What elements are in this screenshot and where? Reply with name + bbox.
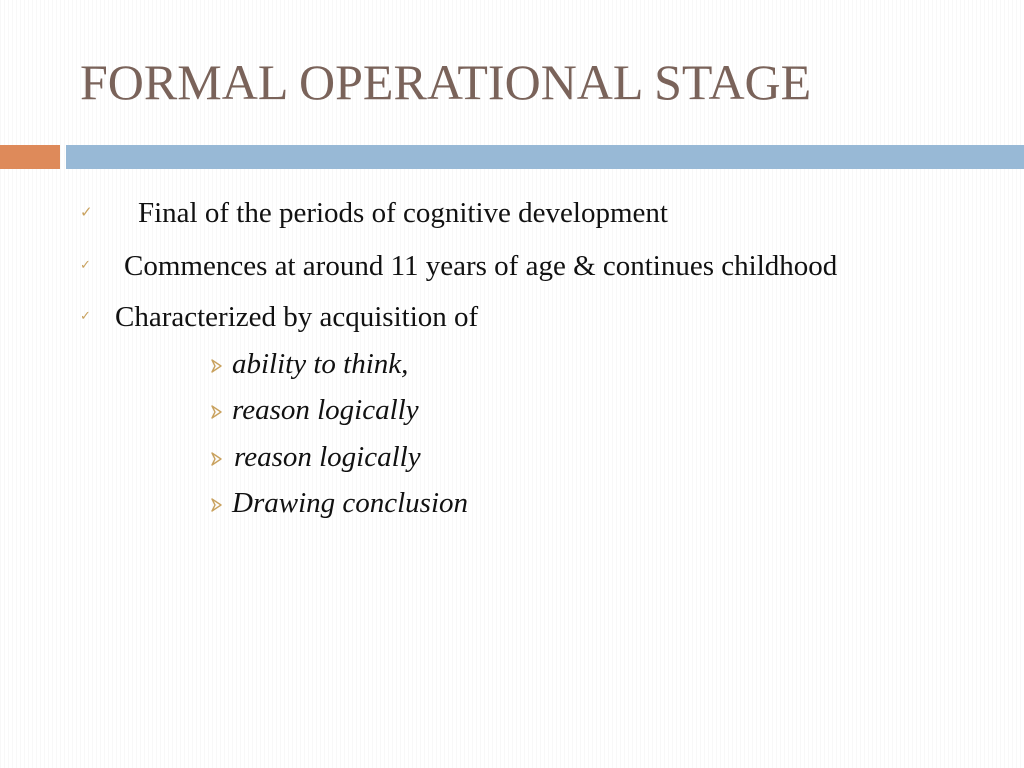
- slide-title: FORMAL OPERATIONAL STAGE: [80, 54, 812, 110]
- check-icon: ✓: [80, 203, 93, 221]
- accent-bar-blue: [66, 145, 1024, 169]
- check-icon: ✓: [80, 258, 91, 273]
- arrow-right-icon: [211, 359, 222, 373]
- arrow-right-icon: [211, 452, 222, 466]
- arrow-right-icon: [211, 405, 222, 419]
- bullet-text: Characterized by acquisition of: [115, 301, 479, 333]
- sub-bullet-text: reason logically: [234, 441, 421, 473]
- sub-bullet-text: reason logically: [232, 394, 419, 426]
- bullet-text: Commences at around 11 years of age & continues childhood: [124, 250, 838, 282]
- sub-bullet-text: Drawing conclusion: [232, 487, 469, 519]
- sub-bullet-text: ability to think,: [232, 348, 409, 380]
- accent-bar-orange: [0, 145, 60, 169]
- arrow-right-icon: [211, 498, 222, 512]
- check-icon: ✓: [80, 309, 91, 324]
- bullet-text: Final of the periods of cognitive development: [138, 197, 668, 229]
